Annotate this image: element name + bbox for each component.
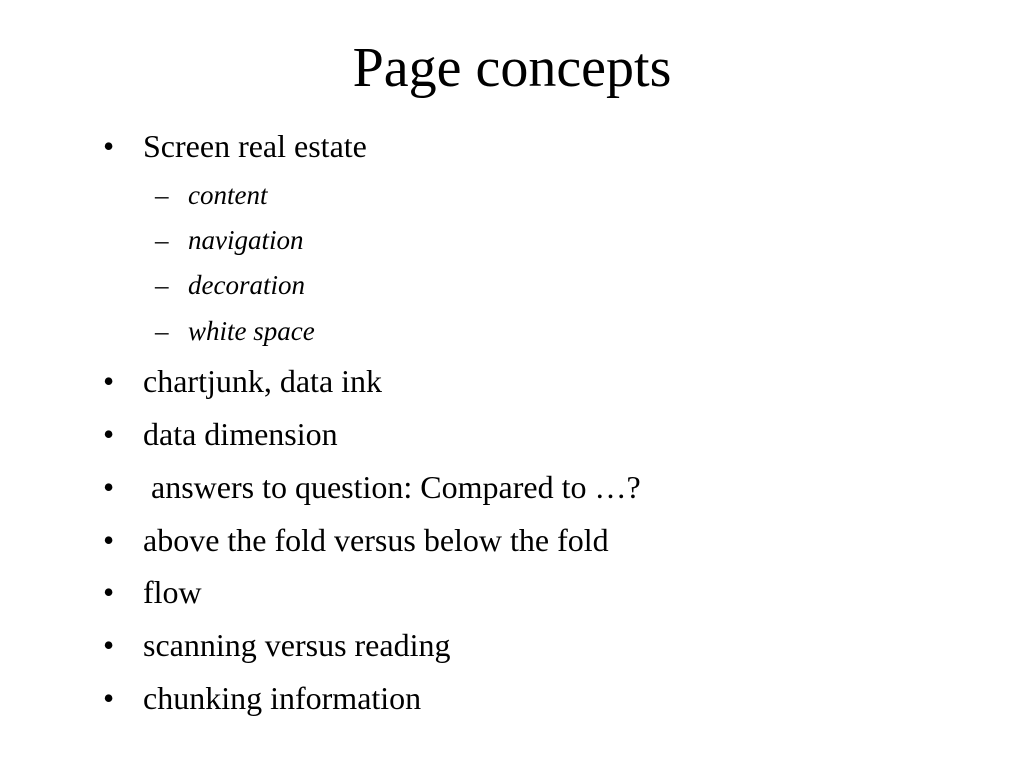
- bullet-marker: •: [103, 522, 115, 558]
- bullet-marker: •: [103, 363, 115, 399]
- bullet-marker: •: [103, 416, 115, 452]
- bullet-text-screen-real-estate: Screen real estate: [143, 128, 367, 164]
- bullet-marker: •: [103, 128, 115, 164]
- bullet-text-above-the-fold: above the fold versus below the fold: [143, 522, 609, 558]
- bullet-text-chunking-information: chunking information: [143, 680, 422, 716]
- sub-bullet-text-content: content: [188, 180, 268, 210]
- bullet-marker: •: [103, 680, 115, 716]
- bullet-text-data-dimension: data dimension: [143, 416, 338, 452]
- sub-bullet-text-decoration: decoration: [188, 270, 305, 300]
- dash-marker: –: [155, 270, 169, 300]
- bullet-marker: •: [103, 469, 115, 505]
- bullet-marker: •: [103, 627, 115, 663]
- sub-bullet-text-white-space: white space: [188, 316, 315, 346]
- dash-marker: –: [155, 225, 169, 255]
- bullet-text-scanning-versus-reading: scanning versus reading: [143, 627, 451, 663]
- bullet-text-flow: flow: [143, 574, 202, 610]
- dash-marker: –: [155, 316, 169, 346]
- bullet-text-answers-to-question: answers to question: Compared to …?: [143, 469, 641, 505]
- bullet-text-chartjunk: chartjunk, data ink: [143, 363, 383, 399]
- bullet-marker: •: [103, 574, 115, 610]
- sub-bullet-text-navigation: navigation: [188, 225, 304, 255]
- slide-title: Page concepts: [352, 37, 672, 99]
- dash-marker: –: [155, 180, 169, 210]
